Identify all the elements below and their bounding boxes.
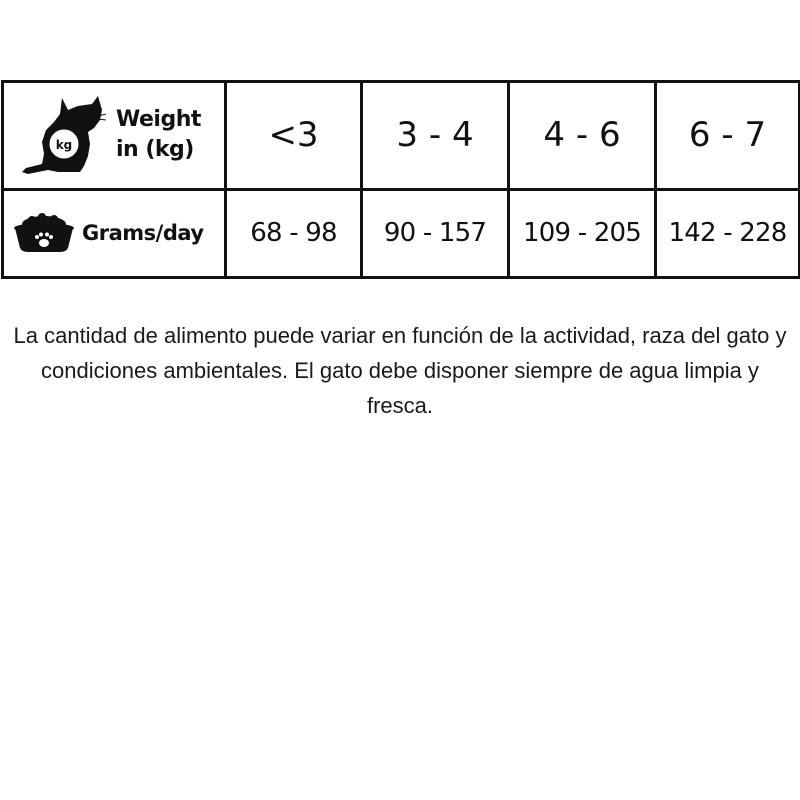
grams-label: Grams/day	[82, 221, 204, 246]
weight-label-line2: in (kg)	[116, 137, 194, 163]
kg-badge: kg	[55, 138, 73, 153]
grams-cell-1	[226, 189, 362, 277]
weight-row	[3, 82, 800, 190]
weight-label-line1: Weight	[116, 107, 201, 133]
weight-cell-3	[509, 82, 656, 190]
grams-value: 90 - 157	[383, 218, 487, 249]
grams-value: 68 - 98	[250, 218, 337, 249]
grams-value: 142 - 228	[668, 218, 787, 249]
weight-value: 3 - 4	[396, 115, 474, 156]
weight-value: 4 - 6	[543, 115, 621, 156]
weight-cell-2	[362, 82, 509, 190]
feeding-guide-table	[1, 80, 800, 279]
grams-value: 109 - 205	[523, 218, 641, 249]
weight-header-cell	[3, 82, 226, 190]
weight-value: 6 - 7	[688, 115, 767, 156]
grams-row	[3, 189, 800, 277]
food-bowl-paw-icon	[12, 210, 76, 256]
feeding-note: La cantidad de alimento puede variar en función de la actividad, raza del gato y condiciones ambientales. El gato debe disponer siempre de agua limpia y fresca.	[13, 323, 787, 418]
weight-label	[116, 105, 216, 165]
grams-cell-4	[656, 189, 800, 277]
grams-cell-2	[362, 189, 509, 277]
grams-cell-3	[509, 189, 656, 277]
cat-with-kg-weight-icon	[18, 94, 106, 176]
grams-header-cell	[3, 189, 226, 277]
weight-value: <3	[268, 115, 319, 156]
weight-cell-1	[226, 82, 362, 190]
weight-cell-4	[656, 82, 800, 190]
